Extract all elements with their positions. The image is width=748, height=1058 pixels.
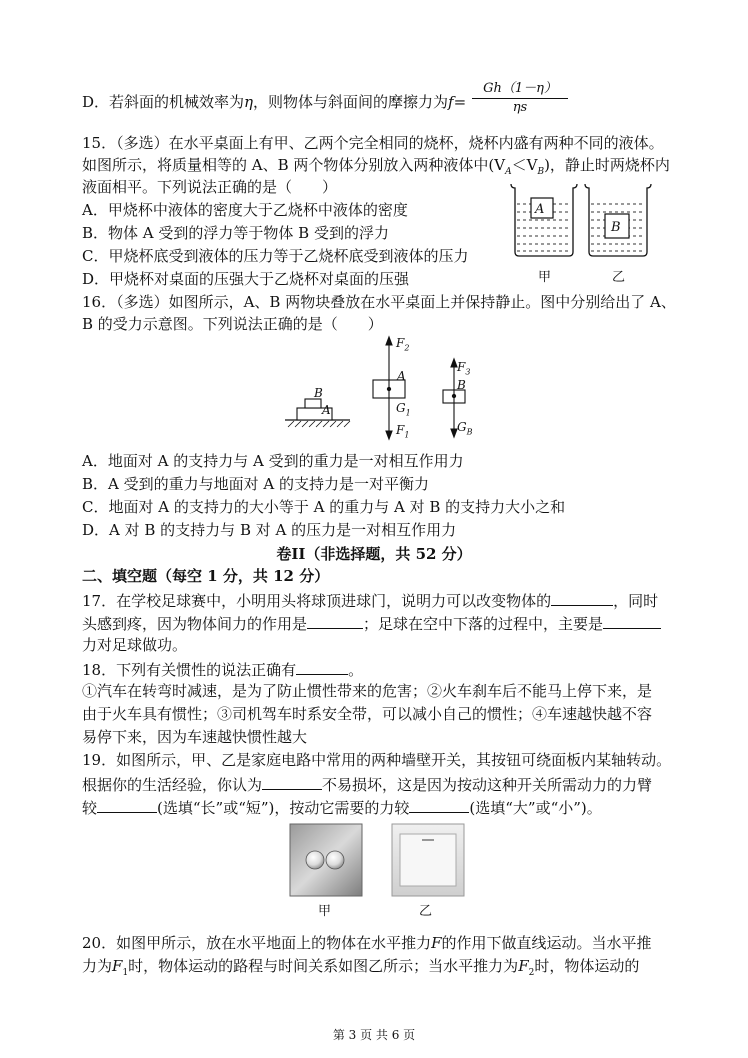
q20-line2: 力为$F_1$时，物体运动的路程与时间关系如图乙所示；当水平推力为$F_2$时，物体运动的 — [82, 957, 640, 978]
answer-blank[interactable] — [296, 658, 348, 675]
answer-blank[interactable] — [603, 612, 661, 629]
q16-line1: 16．（多选）如图所示，A、B 两物块叠放在水平桌面上并保持静止。图中分别给出了 A、 — [82, 293, 676, 311]
label-f3: $F_3$ — [457, 360, 471, 377]
stacked-blocks — [285, 399, 350, 427]
section-heading: 二、填空题（每空 1 分，共 12 分） — [82, 567, 330, 585]
beakers-figure — [505, 180, 655, 260]
q18-line1: 18．下列有关惯性的说法正确有 。 — [82, 658, 363, 680]
q16-option-d: D．A 对 B 的支持力与 B 对 A 的压力是一对相互作用力 — [82, 521, 457, 539]
answer-blank[interactable] — [307, 612, 363, 629]
switch-yi — [392, 824, 464, 896]
answer-blank[interactable] — [409, 796, 469, 813]
stack-label-a: A — [322, 403, 331, 417]
q15-option-b: B．物体 A 受到的浮力等于物体 B 受到的浮力 — [82, 224, 389, 242]
q18-line4: 易停下来，因为车速越快惯性越大 — [82, 728, 308, 746]
q19-line3: 较 (选填“长”或“短”)，按动它需要的力较 (选填“大”或“小”)。 — [82, 796, 602, 818]
page-footer: 第 3 页 共 6 页 — [332, 1028, 416, 1042]
friction-fraction — [470, 80, 570, 117]
q16-option-c: C．地面对 A 的支持力的大小等于 A 的重力与 A 对 B 的支持力大小之和 — [82, 498, 566, 516]
switch-caption-jia: 甲 — [318, 904, 332, 919]
q19-line1: 19．如图所示，甲、乙是家庭电路中常用的两种墙壁开关，其按钮可绕面板内某轴转动。 — [82, 751, 672, 769]
q19-line2: 根据你的生活经验，你认为 不易损坏，这是因为按动这种开关所需动力的力臂 — [82, 773, 652, 795]
caption-yi: 乙 — [612, 270, 626, 285]
beaker-label-b: B — [611, 220, 621, 235]
switch-caption-yi: 乙 — [419, 904, 433, 919]
q14-option-d: D．若斜面的机械效率为η，则物体与斜面间的摩擦力为f= — [82, 93, 467, 111]
q15-line3: 液面相平。下列说法正确的是（ ） — [82, 178, 338, 196]
q17-line1: 17．在学校足球赛中，小明用头将球顶进球门，说明力可以改变物体的 ，同时 — [82, 589, 658, 611]
q20-line1: 20．如图甲所示，放在水平地面上的物体在水平推力F的作用下做直线运动。当水平推 — [82, 934, 652, 952]
label-g1: $G_1$ — [396, 401, 411, 418]
label-b: B — [457, 378, 466, 392]
q17-line2: 头感到疼，因为物体间力的作用是 ；足球在空中下落的过程中，主要是 — [82, 612, 661, 634]
fraction-denominator: ηs — [512, 100, 528, 115]
answer-blank[interactable] — [97, 796, 157, 813]
label-f1: $F_1$ — [396, 423, 410, 440]
q15-line1: 15．（多选）在水平桌面上有甲、乙两个完全相同的烧杯，烧杯内盛有两种不同的液体。 — [82, 134, 664, 152]
wall-switches-figure — [288, 822, 468, 898]
section-title: 卷II（非选择题，共 52 分） — [276, 545, 472, 563]
q15-option-c: C．甲烧杯底受到液体的压力等于乙烧杯底受到液体的压力 — [82, 247, 469, 265]
answer-blank[interactable] — [262, 773, 322, 790]
answer-blank[interactable] — [551, 589, 613, 606]
beaker-label-a: A — [535, 202, 545, 217]
q15-option-d: D．甲烧杯对桌面的压强大于乙烧杯对桌面的压强 — [82, 270, 410, 288]
label-gb: $G_B$ — [457, 420, 473, 437]
q18-line3: 由于火车具有惯性；③司机驾车时系安全带，可以减小自己的惯性；④车速越快越不容 — [82, 705, 653, 723]
q16-option-b: B．A 受到的重力与地面对 A 的支持力是一对平衡力 — [82, 475, 429, 493]
fraction-numerator: Gh（1－η） — [483, 81, 557, 96]
q18-line2: ①汽车在转弯时减速，是为了防止惯性带来的危害；②火车刹车后不能马上停下来，是 — [82, 682, 653, 700]
label-f2: $F_2$ — [396, 336, 410, 353]
q15-line2: 如图所示，将质量相等的 A、B 两个物体分别放入两种液体中$(V_A<V_B)$，静止时两烧杯内 — [82, 156, 670, 177]
label-a: A — [397, 369, 406, 383]
q17-line3: 力对足球做功。 — [82, 636, 188, 654]
switch-jia — [290, 824, 362, 896]
beaker-jia — [511, 184, 577, 256]
q16-line2: B 的受力示意图。下列说法正确的是（ ） — [82, 315, 383, 333]
q16-option-a: A．地面对 A 的支持力与 A 受到的重力是一对相互作用力 — [82, 452, 464, 470]
q15-option-a: A．甲烧杯中液体的密度大于乙烧杯中液体的密度 — [82, 201, 408, 219]
stack-label-b: B — [314, 386, 323, 400]
caption-jia: 甲 — [538, 270, 552, 285]
